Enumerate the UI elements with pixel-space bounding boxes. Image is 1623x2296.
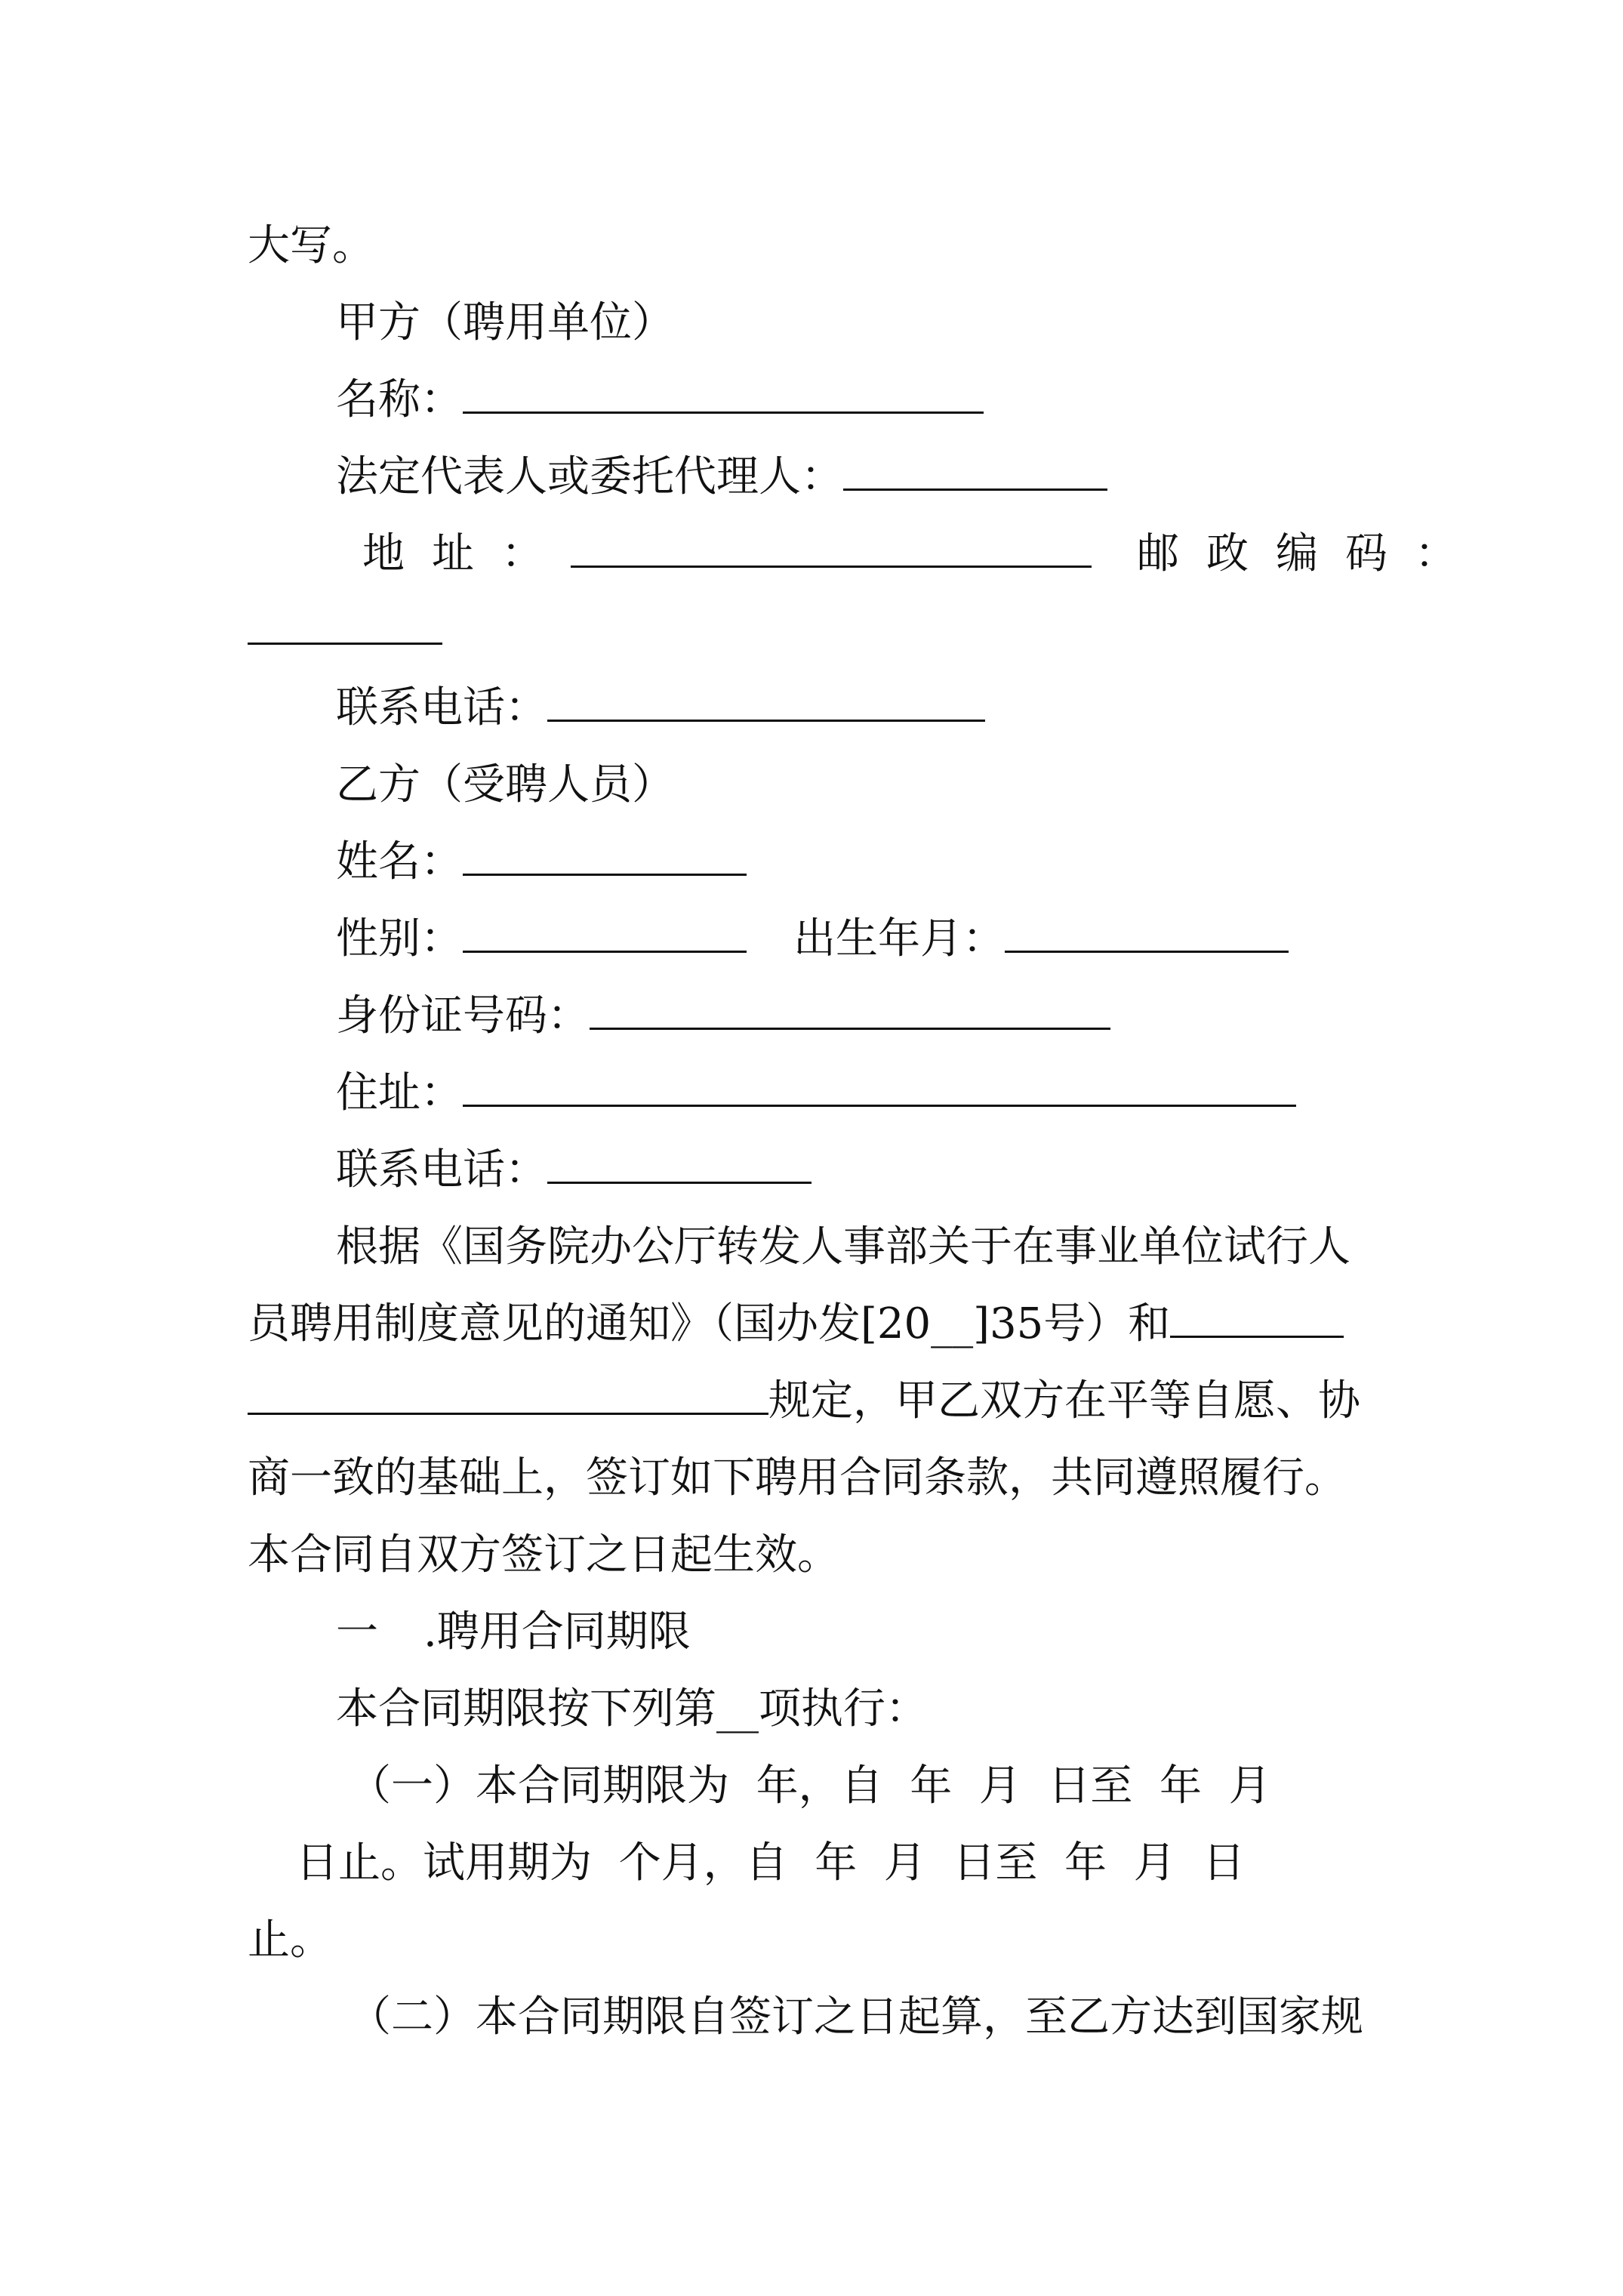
regulation-blank-cont[interactable]: [248, 1379, 768, 1415]
party-b-heading: 乙方（受聘人员）: [336, 760, 674, 809]
clause-line: 止。: [248, 1915, 332, 1965]
gender-label: 性别：: [336, 914, 463, 963]
postal-code-row: [248, 604, 442, 658]
party-b-phone-row: [336, 1143, 812, 1197]
name-blank[interactable]: [463, 840, 747, 876]
party-b-address-row: [336, 1066, 1296, 1120]
field-label: 姓名：: [336, 837, 463, 886]
party-b-gender-birth-row: [336, 912, 1289, 966]
clause-line: （一）本合同期限为 年，自 年 月 日至 年 月: [349, 1761, 1271, 1811]
party-a-name-row: [336, 373, 984, 427]
postal-code-label: 邮政编码：: [1137, 529, 1484, 578]
clause-line: 日止。试用期为 个月，自 年 月 日至 年 月 日: [296, 1838, 1246, 1888]
field-label: 联系电话：: [336, 683, 547, 732]
birth-label: 出生年月：: [793, 914, 1005, 963]
section-title: .聘用合同期限: [423, 1607, 691, 1657]
paragraph-text: 规定，甲乙双方在平等自愿、协: [768, 1376, 1360, 1425]
address-label: 地址：: [362, 529, 571, 578]
field-label: 住址：: [336, 1068, 463, 1117]
field-label: 身份证号码：: [336, 991, 590, 1040]
party-a-phone-row: [336, 681, 985, 735]
field-label: 联系电话：: [336, 1145, 547, 1194]
party-a-address-row: [362, 527, 1484, 581]
text-line: 大写。: [248, 221, 374, 270]
section-intro: 本合同期限按下列第__项执行：: [336, 1684, 928, 1734]
paragraph-line: 商一致的基础上，签订如下聘用合同条款，共同遵照履行。: [248, 1453, 1347, 1502]
address-blank[interactable]: [463, 1071, 1296, 1107]
party-b-name-row: [336, 835, 747, 889]
paragraph-line: [248, 1374, 1360, 1428]
party-a-heading: 甲方（聘用单位）: [336, 298, 674, 347]
address-blank[interactable]: [571, 532, 1092, 568]
id-number-blank[interactable]: [590, 994, 1110, 1030]
gender-blank[interactable]: [463, 917, 747, 953]
party-a-representative-row: [336, 450, 1107, 504]
section-number: 一: [336, 1607, 378, 1657]
regulation-blank[interactable]: [1170, 1302, 1344, 1338]
paragraph-text: 员聘用制度意见的通知》（国办发[20__]35号）和: [248, 1299, 1171, 1348]
phone-blank[interactable]: [547, 686, 985, 722]
paragraph-line: 本合同自双方签订之日起生效。: [248, 1530, 839, 1579]
section-heading: [336, 1605, 691, 1660]
representative-blank[interactable]: [843, 455, 1107, 491]
field-label: 名称：: [336, 375, 463, 424]
paragraph-line: [248, 1297, 1344, 1351]
party-b-id-row: [336, 989, 1110, 1043]
postal-code-blank[interactable]: [248, 609, 442, 645]
phone-blank[interactable]: [547, 1148, 812, 1184]
clause-line: （二）本合同期限自签订之日起算，至乙方达到国家规: [349, 1992, 1363, 2042]
name-blank[interactable]: [463, 378, 984, 414]
birth-blank[interactable]: [1005, 917, 1289, 953]
paragraph-line: 根据《国务院办公厅转发人事部关于在事业单位试行人: [336, 1222, 1350, 1271]
field-label: 法定代表人或委托代理人：: [336, 452, 843, 501]
